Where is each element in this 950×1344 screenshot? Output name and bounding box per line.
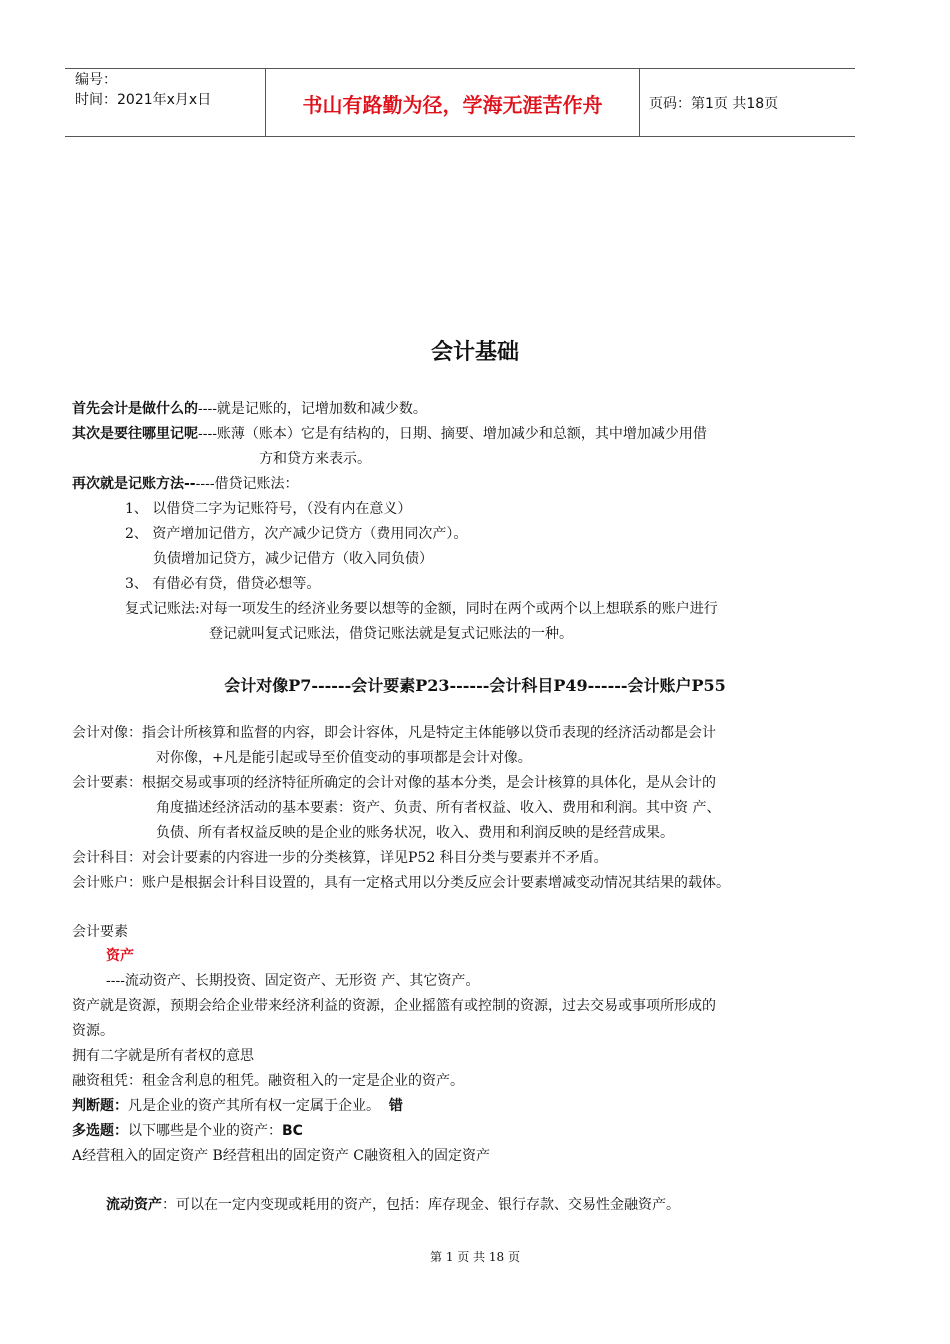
intro-q2 [72, 424, 707, 444]
header-page-cell [639, 69, 855, 136]
motto: 书山有路勤为径，学海无涯苦作舟 [302, 93, 603, 117]
definition-line: 会计科目：对会计要素的内容进一步的分类核算，详见P52 科目分类与要素并不矛盾。 [72, 850, 608, 866]
assets-def-2: 资源。 [72, 1023, 114, 1039]
compound-def-2: 登记就叫复式记账法，借贷记账法就是复式记账法的一种。 [209, 626, 573, 642]
number-label: 编号： [75, 72, 117, 88]
time-label: 时间：2021年x月x日 [75, 92, 212, 108]
multi-answer: BC [282, 1123, 303, 1139]
assets-list: ----流动资产、长期投资、固定资产、无形资 产、其它资产。 [106, 973, 480, 989]
definition-line: 会计要素：根据交易或事项的经济特征所确定的会计对像的基本分类，是会计核算的具体化，是从会计的 [72, 775, 716, 791]
judge-question [72, 1096, 403, 1116]
intro-q2-rest: ----账薄（账本）它是有结构的，日期、摘要、增加减少和总额，其中增加减少用借 [198, 426, 707, 442]
judge-text: 凡是企业的资产其所有权一定属于企业。 [128, 1098, 380, 1114]
chapter-subheading: 会计对像P7------会计要素P23------会计科目P49------会计账户P55 [224, 676, 726, 695]
page-footer: 第 1 页 共 18 页 [430, 1250, 520, 1264]
definition-line: 会计对像：指会计所核算和监督的内容，即会计容体，凡是特定主体能够以贷币表现的经济活动都是会计 [72, 725, 716, 741]
multi-options: A经营租入的固定资产 B经营租出的固定资产 C融资租入的固定资产 [72, 1148, 491, 1164]
document-title: 会计基础 [430, 340, 519, 365]
header-motto-cell [265, 69, 640, 136]
intro-item-2: 2、 资产增加记借方，次产减少记贷方（费用同次产）。 [125, 526, 468, 542]
intro-item-1: 1、 以借贷二字为记账符号，（没有内在意义） [125, 501, 412, 517]
definition-line: 负债、所有者权益反映的是企业的账务状况，收入、费用和利润反映的是经营成果。 [156, 825, 674, 841]
header-info-cell [65, 69, 265, 136]
intro-q1-bold: 首先会计是做什么的 [72, 401, 198, 417]
definition-line: 会计账户：账户是根据会计科目设置的，具有一定格式用以分类反应会计要素增减变动情况其结果的载体。 [72, 875, 730, 891]
own-note: 拥有二字就是所有者权的意思 [72, 1048, 254, 1064]
intro-q1-rest: ----就是记账的，记增加数和减少数。 [198, 401, 427, 417]
multi-question [72, 1121, 303, 1141]
page-header [65, 68, 855, 137]
page-code: 页码：第1页 共18页 [649, 96, 779, 112]
intro-q3-bold: 再次就是记账方法-- [72, 476, 196, 492]
assets-label: 资产 [106, 948, 134, 964]
definition-line: 对你像，+凡是能引起或导至价值变动的事项都是会计对像。 [156, 750, 532, 766]
intro-q3 [72, 474, 299, 494]
multi-text: 以下哪些是个业的资产： [128, 1123, 282, 1139]
intro-item-3: 3、 有借必有贷，借贷必想等。 [125, 576, 321, 592]
intro-q1 [72, 399, 427, 419]
intro-q2-cont: 方和贷方来表示。 [259, 451, 371, 467]
compound-def-1: 复式记账法:对每一项发生的经济业务要以想等的金额，同时在两个或两个以上想联系的账户进行 [125, 601, 718, 617]
intro-item-2b: 负债增加记贷方，减少记借方（收入同负债） [153, 551, 433, 567]
current-assets-line [106, 1195, 680, 1215]
elements-heading: 会计要素 [72, 924, 128, 940]
current-assets-label: 流动资产 [106, 1197, 162, 1213]
intro-q3-rest: ----借贷记账法： [195, 476, 299, 492]
judge-answer: 错 [388, 1098, 403, 1114]
assets-def-1: 资产就是资源，预期会给企业带来经济利益的资源，企业摇篮有或控制的资源，过去交易或事项所形成的 [72, 998, 716, 1014]
multi-label: 多选题： [72, 1123, 128, 1139]
judge-label: 判断题： [72, 1098, 128, 1114]
lease-note: 融资租凭：租金含利息的租凭。融资租入的一定是企业的资产。 [72, 1073, 464, 1089]
current-assets-text: ：可以在一定内变现或耗用的资产，包括：库存现金、银行存款、交易性金融资产。 [162, 1197, 680, 1213]
intro-q2-bold: 其次是要往哪里记呢 [72, 426, 198, 442]
definition-line: 角度描述经济活动的基本要素：资产、负责、所有者权益、收入、费用和利润。其中资 产、 [156, 800, 721, 816]
